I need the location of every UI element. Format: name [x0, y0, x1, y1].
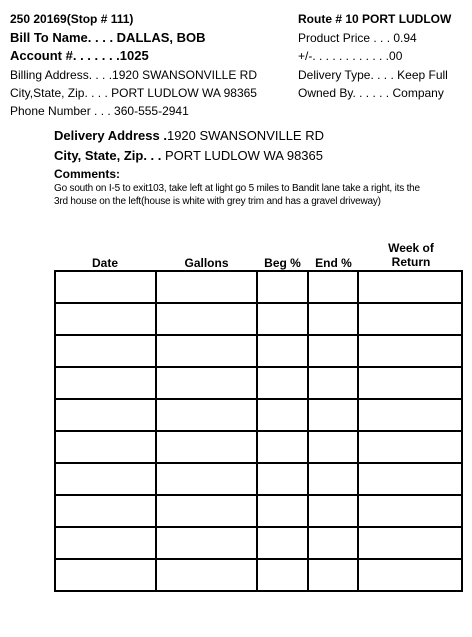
delivery-address [54, 128, 324, 143]
gallons-cell [156, 559, 257, 591]
delivery-city-state-zip [54, 148, 323, 163]
phone-number: Phone Number . . . 360-555-2941 [10, 104, 189, 118]
stop-number: 250 20169(Stop # 111) [10, 12, 134, 26]
table-row [55, 495, 462, 527]
beg-percent-cell [257, 463, 308, 495]
gallons-cell [156, 399, 257, 431]
gallons-cell [156, 431, 257, 463]
date-cell [55, 463, 156, 495]
week-of-return-cell [358, 431, 462, 463]
beg-percent-cell [257, 399, 308, 431]
comments-label: Comments: [54, 167, 121, 181]
date-cell [55, 431, 156, 463]
header-date: Date [91, 256, 118, 270]
delivery-city-label: City, State, Zip. . . [54, 148, 162, 163]
end-percent-cell [308, 399, 359, 431]
beg-percent-cell [257, 495, 308, 527]
end-percent-cell [308, 495, 359, 527]
header-gallons: Gallons [184, 256, 229, 270]
owned-by: Owned By. . . . . . Company [298, 86, 444, 100]
gallons-cell [156, 303, 257, 335]
end-percent-cell [308, 303, 359, 335]
end-percent-cell [308, 463, 359, 495]
bill-to-name: Bill To Name. . . . DALLAS, BOB [10, 30, 206, 45]
week-of-return-cell [358, 303, 462, 335]
table-row [55, 271, 462, 303]
week-of-return-cell [358, 399, 462, 431]
delivery-address-value: 1920 SWANSONVILLE RD [166, 128, 324, 143]
end-percent-cell [308, 367, 359, 399]
beg-percent-cell [257, 271, 308, 303]
date-cell [55, 399, 156, 431]
gallons-cell [156, 463, 257, 495]
table-row [55, 527, 462, 559]
comments-line-1: Go south on I-5 to exit103, take left at light go 5 miles to Bandit lane take a right, its the [54, 183, 420, 194]
end-percent-cell [308, 271, 359, 303]
header-week-line-2: Return [391, 255, 431, 269]
price-adjustment: +/-. . . . . . . . . . . .00 [298, 49, 403, 63]
week-of-return-cell [358, 559, 462, 591]
table-row [55, 335, 462, 367]
week-of-return-cell [358, 527, 462, 559]
header-week-line-1: Week of [388, 241, 434, 255]
gallons-cell [156, 495, 257, 527]
delivery-log-table [54, 270, 463, 592]
gallons-cell [156, 367, 257, 399]
header-week-of-return [359, 241, 463, 269]
date-cell [55, 335, 156, 367]
header-end-percent: End % [315, 256, 352, 270]
delivery-log-body [55, 271, 462, 591]
product-price: Product Price . . . 0.94 [298, 31, 417, 45]
beg-percent-cell [257, 527, 308, 559]
billing-address: Billing Address. . . .1920 SWANSONVILLE RD [10, 68, 257, 82]
header-beg-percent: Beg % [264, 256, 301, 270]
beg-percent-cell [257, 303, 308, 335]
gallons-cell [156, 271, 257, 303]
gallons-cell [156, 335, 257, 367]
gallons-cell [156, 527, 257, 559]
end-percent-cell [308, 431, 359, 463]
week-of-return-cell [358, 495, 462, 527]
table-row [55, 303, 462, 335]
delivery-address-label: Delivery Address . [54, 128, 167, 143]
table-row [55, 367, 462, 399]
week-of-return-cell [358, 463, 462, 495]
comments-line-2: 3rd house on the left(house is white with grey trim and has a gravel driveway) [54, 196, 381, 207]
delivery-type: Delivery Type. . . . Keep Full [298, 68, 448, 82]
table-row [55, 463, 462, 495]
date-cell [55, 367, 156, 399]
route-number: Route # 10 PORT LUDLOW [298, 12, 452, 26]
end-percent-cell [308, 527, 359, 559]
beg-percent-cell [257, 431, 308, 463]
end-percent-cell [308, 335, 359, 367]
week-of-return-cell [358, 335, 462, 367]
beg-percent-cell [257, 559, 308, 591]
week-of-return-cell [358, 367, 462, 399]
week-of-return-cell [358, 271, 462, 303]
date-cell [55, 271, 156, 303]
beg-percent-cell [257, 335, 308, 367]
table-row [55, 399, 462, 431]
date-cell [55, 303, 156, 335]
table-row [55, 431, 462, 463]
delivery-city-value: PORT LUDLOW WA 98365 [161, 148, 323, 163]
billing-city-state-zip: City,State, Zip. . . . PORT LUDLOW WA 98365 [10, 86, 257, 100]
date-cell [55, 527, 156, 559]
end-percent-cell [308, 559, 359, 591]
date-cell [55, 495, 156, 527]
beg-percent-cell [257, 367, 308, 399]
table-row [55, 559, 462, 591]
date-cell [55, 559, 156, 591]
account-number: Account #. . . . . . .1025 [10, 48, 149, 63]
